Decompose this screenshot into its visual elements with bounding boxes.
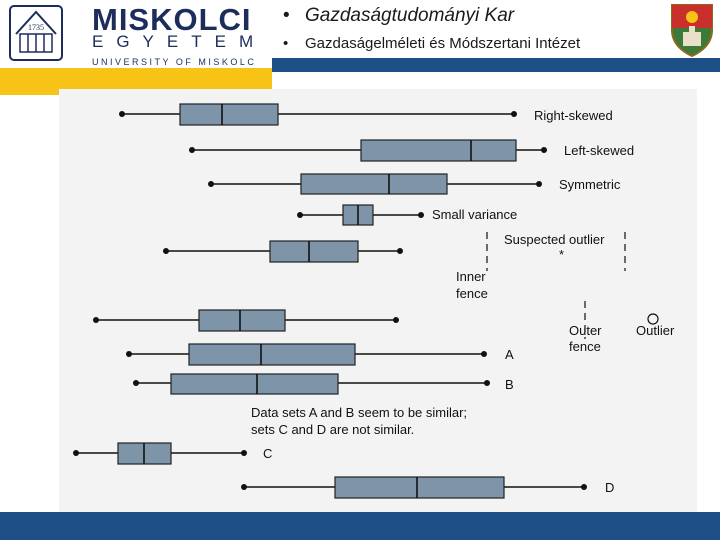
boxplot-d (241, 477, 614, 498)
logo-panel (0, 0, 272, 95)
label-a: A (505, 347, 514, 362)
boxplot-c (73, 443, 272, 464)
faculty-line (283, 5, 514, 27)
label-outer-fence-line2: fence (569, 339, 601, 354)
brand-subtitle: EGYETEM (92, 32, 267, 51)
header-bar (272, 58, 720, 72)
label-b: B (505, 377, 514, 392)
label-outlier: Outlier (636, 323, 675, 338)
boxplot-small-variance (297, 205, 517, 225)
label-inner-fence-line1: Inner (456, 269, 486, 284)
suspected-outlier-star: * (559, 247, 565, 262)
brand-english: UNIVERSITY OF MISKOLC (92, 57, 257, 67)
label-outer-fence-line1: Outer (569, 323, 602, 338)
brand-name: MISKOLCI (92, 2, 252, 37)
boxplot-illustration (59, 89, 697, 513)
label-small-variance: Small variance (432, 207, 518, 222)
boxplot-suspected-outlier (163, 232, 625, 301)
boxplot-right-skewed (119, 104, 613, 125)
faculty-title: Gazdaságtudományi Kar (305, 5, 515, 26)
label-symmetric: Symmetric (559, 177, 621, 192)
bullet-dot: • (283, 5, 290, 26)
label-right-skewed: Right-skewed (534, 108, 613, 123)
header (0, 0, 720, 72)
crest-year: 1735 (28, 23, 44, 32)
note-line-1: Data sets A and B seem to be similar; (251, 405, 468, 420)
label-d: D (605, 480, 615, 495)
footer-bar (0, 512, 720, 540)
bullet-dot: • (283, 35, 289, 52)
boxplot-outlier (93, 301, 675, 354)
boxplot-left-skewed (189, 140, 634, 161)
institute-title: Gazdaságelméleti és Módszertani Intézet (305, 35, 581, 52)
label-c: C (263, 446, 273, 461)
label-left-skewed: Left-skewed (564, 143, 635, 158)
university-crest-icon (6, 4, 66, 62)
label-inner-fence-line2: fence (456, 286, 488, 301)
institute-line (283, 35, 580, 52)
logo-area (0, 0, 272, 68)
boxplot-figure (59, 89, 697, 513)
city-shield-icon (669, 2, 715, 58)
label-suspected-outlier: Suspected outlier (504, 232, 605, 247)
boxplot-b (133, 374, 514, 394)
note-line-2: sets C and D are not similar. (251, 422, 415, 437)
boxplot-symmetric (208, 174, 621, 194)
boxplot-a (126, 344, 514, 365)
